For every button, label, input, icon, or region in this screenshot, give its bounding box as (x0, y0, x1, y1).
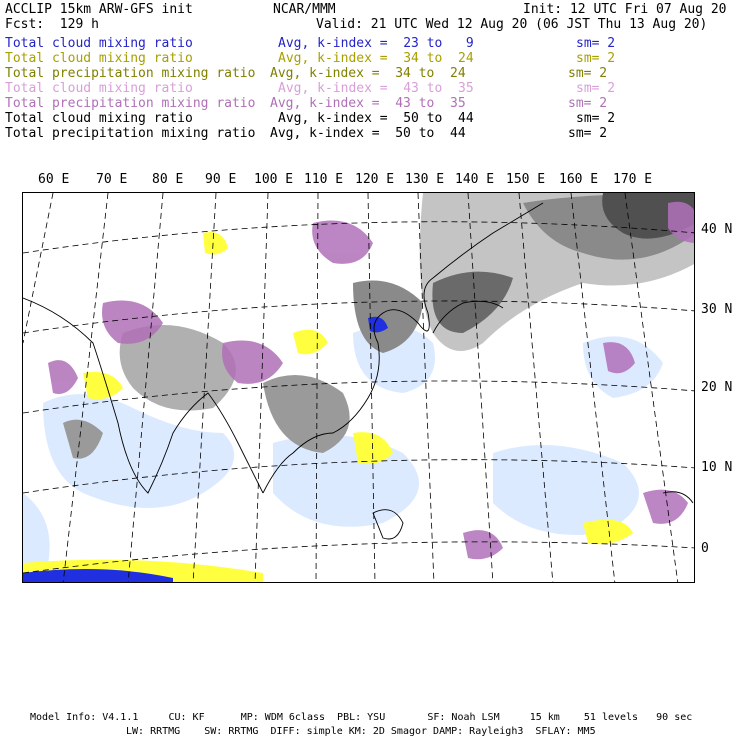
lon-label: 80 E (152, 172, 184, 187)
organization-label: NCAR/MMM (273, 2, 336, 17)
field-name: Total cloud mixing ratio (5, 51, 193, 66)
field-sm: sm= 2 (568, 126, 608, 141)
field-name: Total cloud mixing ratio (5, 111, 193, 126)
lon-label: 150 E (506, 172, 546, 187)
lon-label: 110 E (304, 172, 344, 187)
lon-label: 140 E (455, 172, 495, 187)
lon-label: 130 E (405, 172, 445, 187)
init-time: Init: 12 UTC Fri 07 Aug 20 (523, 2, 727, 17)
field-name: Total precipitation mixing ratio (5, 126, 256, 141)
field-sm: sm= 2 (576, 81, 616, 96)
lat-label: 40 N (701, 222, 733, 237)
lon-label: 120 E (355, 172, 395, 187)
field-sm: sm= 2 (568, 66, 608, 81)
field-name: Total precipitation mixing ratio (5, 66, 256, 81)
field-avg: Avg, k-index = 23 to 9 (278, 36, 474, 51)
lon-label: 100 E (254, 172, 294, 187)
map-canvas (23, 193, 695, 583)
field-avg: Avg, k-index = 50 to 44 (278, 111, 474, 126)
field-name: Total cloud mixing ratio (5, 81, 193, 96)
lat-label: 0 (701, 541, 709, 556)
field-sm: sm= 2 (568, 96, 608, 111)
field-avg: Avg, k-index = 43 to 35 (278, 81, 474, 96)
field-name: Total precipitation mixing ratio (5, 96, 256, 111)
field-avg: Avg, k-index = 43 to 35 (270, 96, 466, 111)
model-info-line-1: Model Info: V4.1.1 CU: KF MP: WDM 6class PBL: YSU SF: Noah LSM 15 km 51 levels 90 sec (30, 712, 693, 723)
field-sm: sm= 2 (576, 51, 616, 66)
light-blue-cloud-field (23, 325, 663, 583)
plot-title: ACCLIP 15km ARW-GFS init (5, 2, 193, 17)
model-info-line-2: LW: RRTMG SW: RRTMG DIFF: simple KM: 2D Smagor DAMP: Rayleigh3 SFLAY: MM5 (126, 726, 596, 737)
map-panel (22, 192, 695, 583)
field-name: Total cloud mixing ratio (5, 36, 193, 51)
lat-label: 30 N (701, 302, 733, 317)
lon-label: 70 E (96, 172, 128, 187)
lon-label: 60 E (38, 172, 70, 187)
field-avg: Avg, k-index = 50 to 44 (270, 126, 466, 141)
valid-time: Valid: 21 UTC Wed 12 Aug 20 (06 JST Thu 13 Aug 20) (316, 17, 708, 32)
lon-label: 90 E (205, 172, 237, 187)
field-avg: Avg, k-index = 34 to 24 (270, 66, 466, 81)
lat-label: 10 N (701, 460, 733, 475)
lon-label: 170 E (613, 172, 653, 187)
lon-label: 160 E (559, 172, 599, 187)
field-sm: sm= 2 (576, 36, 616, 51)
forecast-hour: Fcst: 129 h (5, 17, 99, 32)
field-sm: sm= 2 (576, 111, 616, 126)
field-avg: Avg, k-index = 34 to 24 (278, 51, 474, 66)
lat-label: 20 N (701, 380, 733, 395)
